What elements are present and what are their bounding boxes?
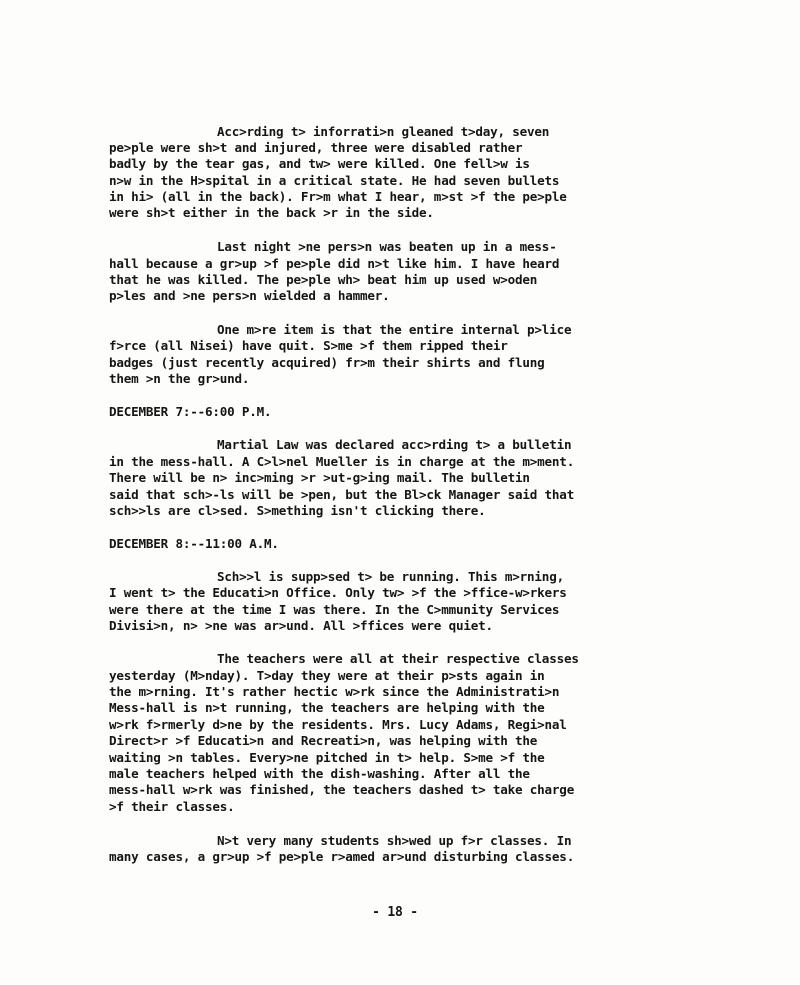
text-line: yesterday (M>nday). T>day they were at their p>sts again in <box>109 668 545 683</box>
text-line: I went t> the Educati>n Office. Only tw> >f the >ffice-w>rkers <box>109 585 567 600</box>
text-line: Acc>rding t> inforrati>n gleaned t>day, seven <box>217 124 550 139</box>
text-line: badges (just recently acquired) fr>m their shirts and flung <box>109 355 545 370</box>
text-line: that he was killed. The pe>ple wh> beat him up used w>oden <box>109 272 538 287</box>
text-line: The teachers were all at their respective classes <box>217 651 579 666</box>
text-line: male teachers helped with the dish-washing. After all the <box>109 766 530 781</box>
text-line: There will be n> inc>ming >r >ut-g>ing mail. The bulletin <box>109 470 530 485</box>
text-line: in the mess-hall. A C>l>nel Mueller is in charge at the m>ment. <box>109 454 575 469</box>
text-line: >f their classes. <box>109 799 235 814</box>
text-line: Martial Law was declared acc>rding t> a bulletin <box>217 437 572 452</box>
text-line: n>w in the H>spital in a critical state. He had seven bullets <box>109 173 560 188</box>
text-line: p>les and >ne pers>n wielded a hammer. <box>109 288 390 303</box>
date-heading: DECEMBER 7:--6:00 P.M. <box>109 404 272 419</box>
text-line: hall because a gr>up >f pe>ple did n>t like him. I have heard <box>109 256 560 271</box>
text-line: w>rk f>rmerly d>ne by the residents. Mrs. Lucy Adams, Regi>nal <box>109 717 567 732</box>
text-line: mess-hall w>rk was finished, the teachers dashed t> take charge <box>109 782 575 797</box>
text-line: them >n the gr>und. <box>109 371 250 386</box>
text-line: Last night >ne pers>n was beaten up in a mess- <box>217 239 557 254</box>
text-line: Direct>r >f Educati>n and Recreati>n, was helping with the <box>109 733 538 748</box>
text-line: Divisi>n, n> >ne was ar>und. All >ffices were quiet. <box>109 618 493 633</box>
text-line: One m>re item is that the entire internal p>lice <box>217 322 572 337</box>
text-line: the m>rning. It's rather hectic w>rk since the Administrati>n <box>109 684 560 699</box>
text-line: were sh>t either in the back >r in the side. <box>109 205 434 220</box>
text-line: Mess-hall is n>t running, the teachers are helping with the <box>109 700 545 715</box>
text-line: waiting >n tables. Every>ne pitched in t> help. S>me >f the <box>109 750 545 765</box>
text-line: Sch>>l is supp>sed t> be running. This m>rning, <box>217 569 564 584</box>
text-line: badly by the tear gas, and tw> were killed. One fell>w is <box>109 156 530 171</box>
text-line: many cases, a gr>up >f pe>ple r>amed ar>und disturbing classes. <box>109 849 575 864</box>
text-line: in hi> (all in the back). Fr>m what I hear, m>st >f the pe>ple <box>109 189 567 204</box>
text-line: N>t very many students sh>wed up f>r classes. In <box>217 833 572 848</box>
text-line: f>rce (all Nisei) have quit. S>me >f them ripped their <box>109 338 508 353</box>
text-line: sch>>ls are cl>sed. S>mething isn't clicking there. <box>109 503 486 518</box>
text-line: said that sch>-ls will be >pen, but the Bl>ck Manager said that <box>109 487 575 502</box>
page-number: - 18 - <box>372 905 418 920</box>
date-heading: DECEMBER 8:--11:00 A.M. <box>109 536 279 551</box>
text-line: pe>ple were sh>t and injured, three were disabled rather <box>109 140 523 155</box>
text-line: were there at the time I was there. In the C>mmunity Services <box>109 602 560 617</box>
